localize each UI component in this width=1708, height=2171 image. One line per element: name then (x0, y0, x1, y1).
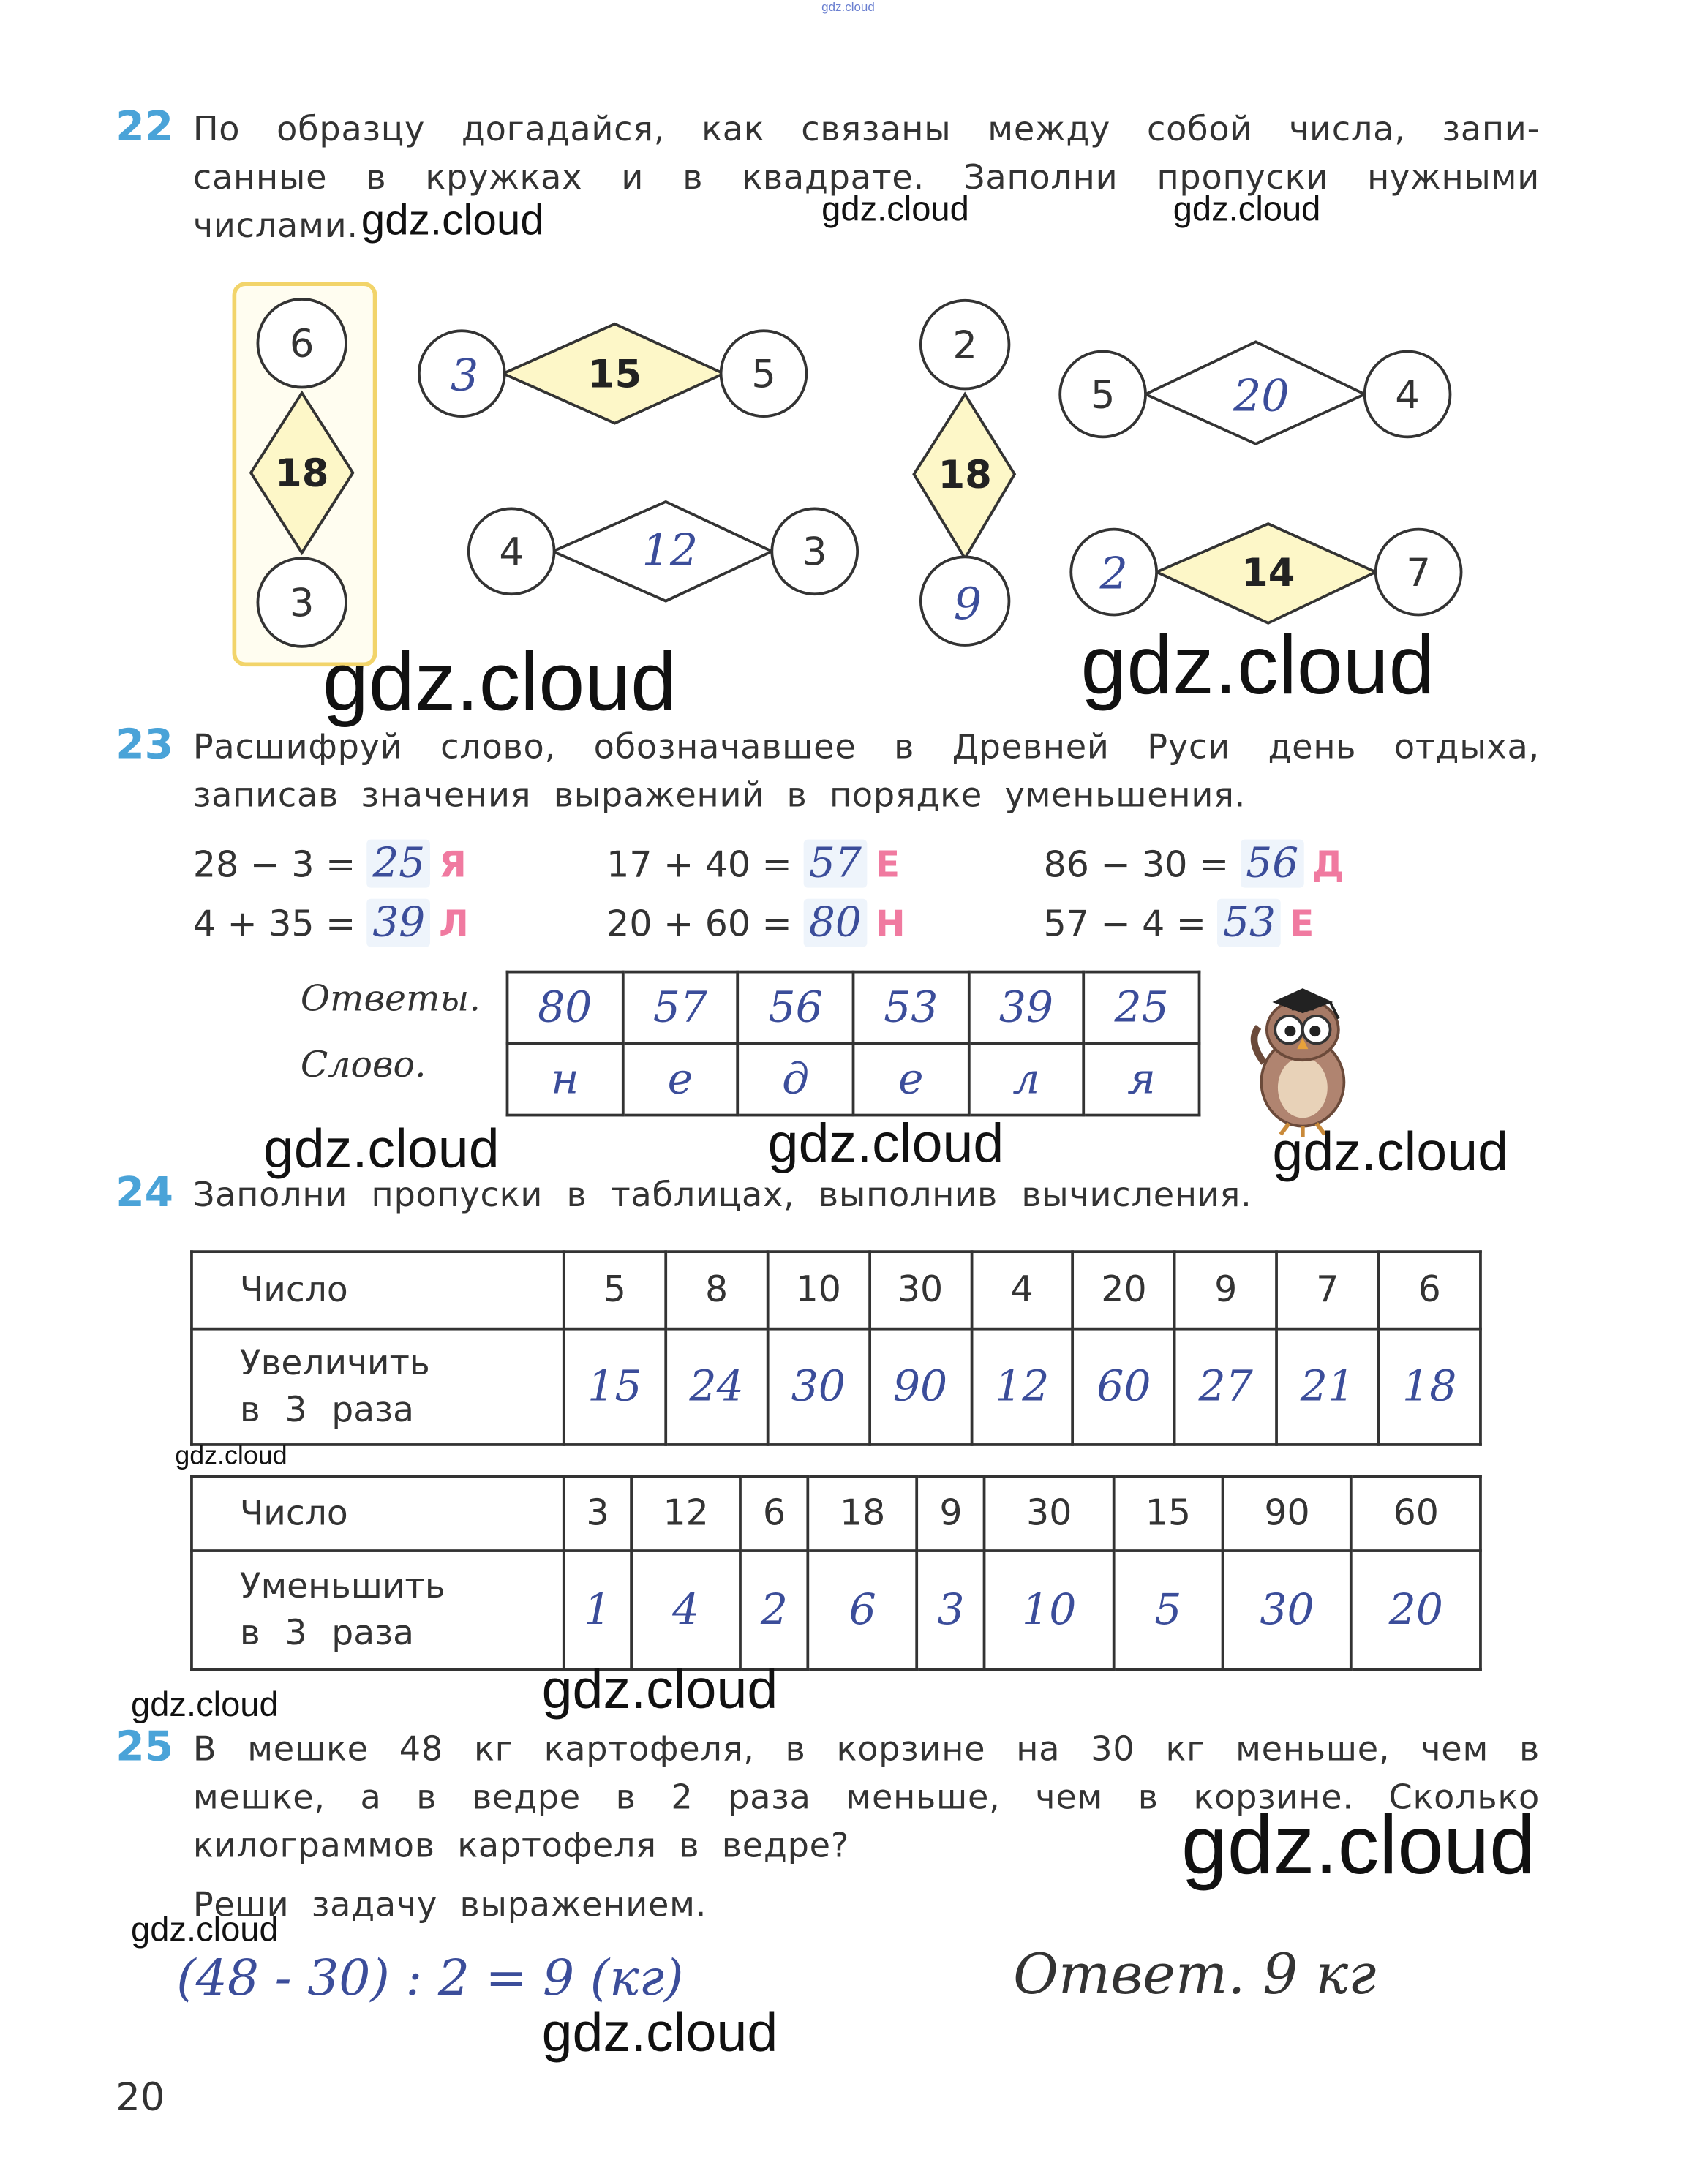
diagram-6-center: 14 (1241, 550, 1295, 595)
task-23-number: 23 (116, 720, 173, 770)
watermark: gdz.cloud (131, 1910, 279, 1949)
word-letter-cell: л (968, 1044, 1084, 1115)
table-1-result: 60 (1073, 1329, 1175, 1445)
watermark: gdz.cloud (541, 1659, 778, 1720)
word-letter-cell: е (622, 1044, 738, 1115)
diagram-6 (1071, 524, 1461, 623)
watermark: gdz.cloud (1272, 1121, 1509, 1183)
table-2-result: 6 (808, 1551, 917, 1669)
diagram-5-right: 4 (1395, 372, 1420, 418)
diagram-5-center: 20 (1233, 370, 1290, 422)
word-letter-cell: е (853, 1044, 968, 1115)
watermark: gdz.cloud (263, 1119, 500, 1181)
table-2-number: 90 (1222, 1476, 1351, 1551)
table-2-result: 3 (917, 1551, 985, 1669)
table-1-result: 24 (666, 1329, 767, 1445)
watermark: gdz.cloud (821, 190, 969, 229)
table-1-number: 10 (767, 1252, 869, 1329)
word-label: Слово. (300, 1045, 426, 1086)
answers-label: Ответы. (300, 978, 481, 1020)
watermark: gdz.cloud (1173, 190, 1321, 229)
answer-text: Ответ. 9 кг (1013, 1944, 1377, 2007)
answer-cell: 25 (1084, 972, 1200, 1044)
expression-4: 4 + 35 = 39 Л (192, 898, 469, 947)
table-1-number: 9 (1175, 1252, 1276, 1329)
diagram-3-left: 4 (499, 530, 524, 575)
task-22-diagrams (0, 0, 1708, 717)
diagram-2-left: 3 (450, 350, 479, 402)
table-2-row-1-label: Число (192, 1476, 564, 1551)
answer-cell: 53 (853, 972, 968, 1044)
diagram-1-top: 6 (289, 322, 315, 367)
word-letter-cell: н (507, 1044, 622, 1115)
table-1-number: 6 (1379, 1252, 1481, 1329)
expression-5: 20 + 60 = 80 Н (606, 898, 906, 947)
task-23-line-1: Расшифруй слово, обозначавшее в Древней Руси день отдыха, (192, 726, 1540, 767)
diagram-1 (251, 299, 353, 647)
task-22-line-1: По образцу догадайся, как связаны между собой числа, запи- (192, 108, 1540, 149)
diagram-4-bottom: 9 (953, 579, 982, 631)
word-letter-cell: д (738, 1044, 854, 1115)
watermark: gdz.cloud (175, 1442, 287, 1471)
word-letter-cell: я (1084, 1044, 1200, 1115)
task-25-line-4: Реши задачу выражением. (192, 1884, 707, 1924)
task-22-line-3: числами. (192, 205, 358, 246)
watermark: gdz.cloud (767, 1113, 1004, 1175)
task-22-number: 22 (116, 103, 173, 152)
diagram-3-center: 12 (642, 524, 699, 576)
cipher-table (506, 971, 1201, 1117)
watermark: gdz.cloud (322, 635, 677, 729)
diagram-5 (1060, 342, 1450, 443)
table-1-result: 27 (1175, 1329, 1276, 1445)
table-1-result: 90 (869, 1329, 971, 1445)
diagram-6-right: 7 (1406, 550, 1431, 595)
solution-expression: (48 - 30) : 2 = 9 (кг) (176, 1950, 684, 2007)
table-2-number: 12 (631, 1476, 740, 1551)
expression-6: 57 − 4 = 53 Е (1043, 898, 1314, 947)
table-2-result: 5 (1113, 1551, 1222, 1669)
table-2-result: 4 (631, 1551, 740, 1669)
table-2-row-2-label: Уменьшить в 3 раза (192, 1551, 564, 1669)
table-1-result: 21 (1276, 1329, 1378, 1445)
table-2-number: 18 (808, 1476, 917, 1551)
watermark: gdz.cloud (131, 1685, 279, 1725)
task-23-line-2: записав значения выражений в порядке уменьшения. (192, 775, 1246, 815)
watermark: gdz.cloud (1080, 619, 1435, 712)
diagram-2 (419, 324, 807, 424)
page-number: 20 (116, 2074, 165, 2121)
task-24-text: Заполни пропуски в таблицах, выполнив вычисления. (192, 1174, 1252, 1215)
top-watermark: gdz.cloud (821, 0, 875, 14)
table-2-number: 3 (564, 1476, 631, 1551)
table-1-number: 7 (1276, 1252, 1378, 1329)
answer-cell: 57 (622, 972, 738, 1044)
diagram-1-center: 18 (274, 451, 329, 497)
answer-cell: 39 (968, 972, 1084, 1044)
multiply-table (190, 1250, 1482, 1446)
task-22-line-2: санные в кружках и в квадрате. Заполни пропуски нужными (192, 157, 1540, 197)
table-1-row-2-label: Увеличить в 3 раза (192, 1329, 564, 1445)
table-1-result: 18 (1379, 1329, 1481, 1445)
diagram-2-right: 5 (751, 352, 776, 397)
diagram-4-center: 18 (938, 453, 992, 498)
table-2-number: 15 (1113, 1476, 1222, 1551)
watermark: gdz.cloud (541, 2003, 778, 2064)
table-2-number: 30 (985, 1476, 1113, 1551)
answer-cell: 56 (738, 972, 854, 1044)
table-2-number: 9 (917, 1476, 985, 1551)
diagram-6-left: 2 (1099, 548, 1128, 600)
diagram-4-top: 2 (952, 323, 977, 368)
table-2-result: 30 (1222, 1551, 1351, 1669)
table-1-result: 15 (564, 1329, 666, 1445)
table-1-number: 30 (869, 1252, 971, 1329)
expression-2: 17 + 40 = 57 Е (606, 839, 900, 888)
diagram-1-bottom: 3 (289, 581, 315, 626)
table-2-result: 20 (1352, 1551, 1481, 1669)
diagram-2-center: 15 (587, 352, 642, 397)
watermark: gdz.cloud (1181, 1799, 1536, 1892)
diagram-3-right: 3 (802, 530, 827, 575)
table-2-number: 6 (740, 1476, 808, 1551)
task-24-number: 24 (116, 1169, 173, 1218)
answer-cell: 80 (507, 972, 622, 1044)
task-25-line-3: килограммов картофеля в ведре? (192, 1825, 850, 1865)
table-1-row-1-label: Число (192, 1252, 564, 1329)
owl-illustration (1234, 972, 1372, 1137)
table-1-number: 4 (971, 1252, 1073, 1329)
table-1-number: 8 (666, 1252, 767, 1329)
diagram-4 (914, 301, 1015, 645)
task-25-line-1: В мешке 48 кг картофеля, в корзине на 30 кг меньше, чем в (192, 1728, 1540, 1769)
table-1-number: 5 (564, 1252, 666, 1329)
table-1-result: 12 (971, 1329, 1073, 1445)
divide-table (190, 1475, 1482, 1671)
table-1-number: 20 (1073, 1252, 1175, 1329)
diagram-5-left: 5 (1090, 372, 1116, 418)
table-2-result: 2 (740, 1551, 808, 1669)
diagram-3 (469, 502, 857, 601)
table-2-result: 10 (985, 1551, 1113, 1669)
expression-3: 86 − 30 = 56 Д (1043, 839, 1344, 888)
task-25-number: 25 (116, 1723, 173, 1772)
table-2-result: 1 (564, 1551, 631, 1669)
watermark: gdz.cloud (361, 195, 544, 244)
table-1-result: 30 (767, 1329, 869, 1445)
table-2-number: 60 (1352, 1476, 1481, 1551)
task-25-line-2: мешке, а в ведре в 2 раза меньше, чем в корзине. Сколько (192, 1777, 1540, 1817)
expression-1: 28 − 3 = 25 Я (192, 839, 467, 888)
